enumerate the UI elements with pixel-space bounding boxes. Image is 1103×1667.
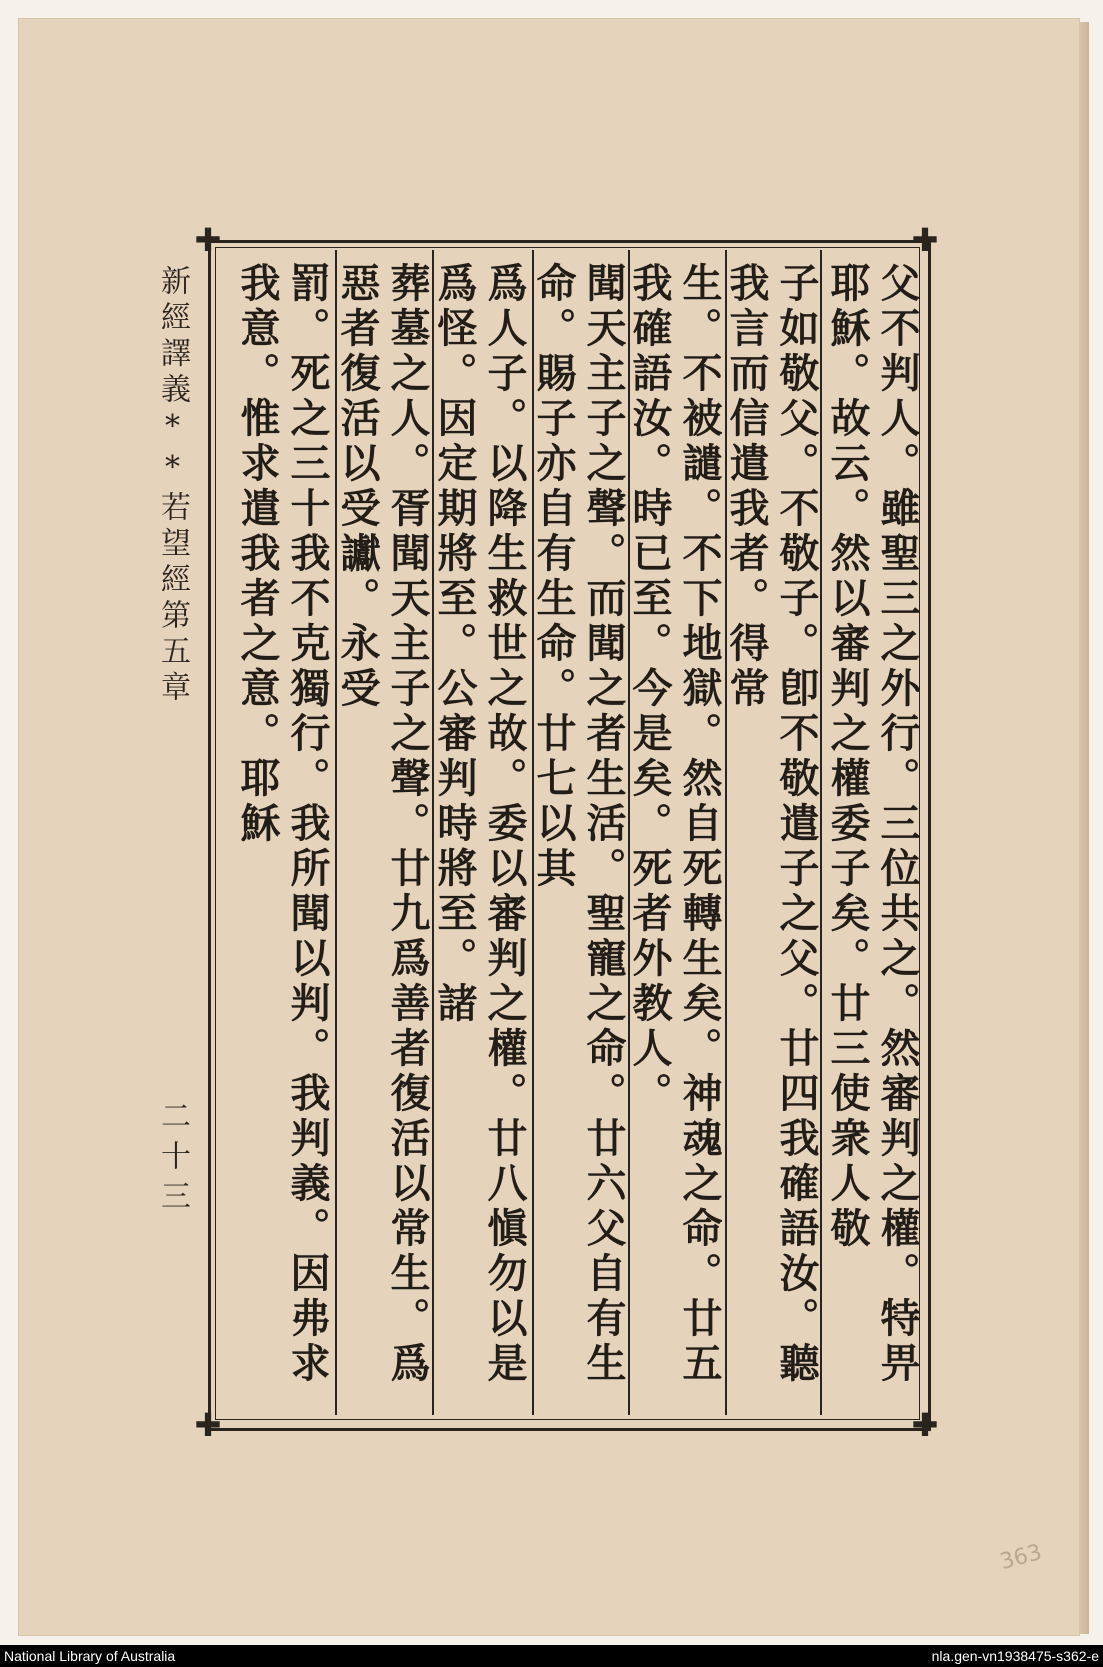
page-edge xyxy=(1079,22,1089,1634)
running-head: 新經譯義**若望經第五章 xyxy=(155,265,190,707)
corner-ornament-icon: ✚ xyxy=(911,1406,939,1444)
footer-bar xyxy=(0,1645,1103,1667)
text-column-3: 生。不被譴。不下地獄。然自死轉生矣。神魂之命。廿五我確語汝。時已至。今是矣。死者外教人。 xyxy=(626,262,723,1387)
footer-credit: National Library of Australia xyxy=(4,1648,176,1664)
text-column-5: 爲人子。以降生救世之故。委以審判之權。廿八愼勿以是爲怪。因定期將至。公審判時將至。諸 xyxy=(431,262,528,1387)
text-column-2: 子如敬父。不敬子。卽不敬遣子之父。廿四我確語汝。聽我言而信遣我者。得常 xyxy=(723,262,820,1387)
text-column-1: 父不判人。雖聖三之外行。三位共之。然審判之權。特畀耶穌。故云。然以審判之權委子矣。廿三使衆人敬 xyxy=(824,262,921,1387)
text-column-6: 葬墓之人。胥聞天主子之聲。廿九爲善者復活以常生。爲惡者復活以受讞。永受 xyxy=(334,262,431,1387)
page-number: 二十三 xyxy=(155,1100,190,1220)
footer-identifier: nla.gen-vn1938475-s362-e xyxy=(931,1648,1099,1664)
pencil-annotation: 363 xyxy=(997,1539,1045,1576)
corner-ornament-icon: ✚ xyxy=(194,1406,222,1444)
corner-ornament-icon: ✚ xyxy=(194,221,222,259)
text-column-7: 罰。死之三十我不克獨行。我所聞以判。我判義。因弗求我意。惟求遣我者之意。耶穌 xyxy=(234,262,331,1387)
text-column-4: 聞天主子之聲。而聞之者生活。聖寵之命。廿六父自有生命。賜子亦自有生命。廿七以其 xyxy=(530,262,627,1387)
corner-ornament-icon: ✚ xyxy=(911,221,939,259)
